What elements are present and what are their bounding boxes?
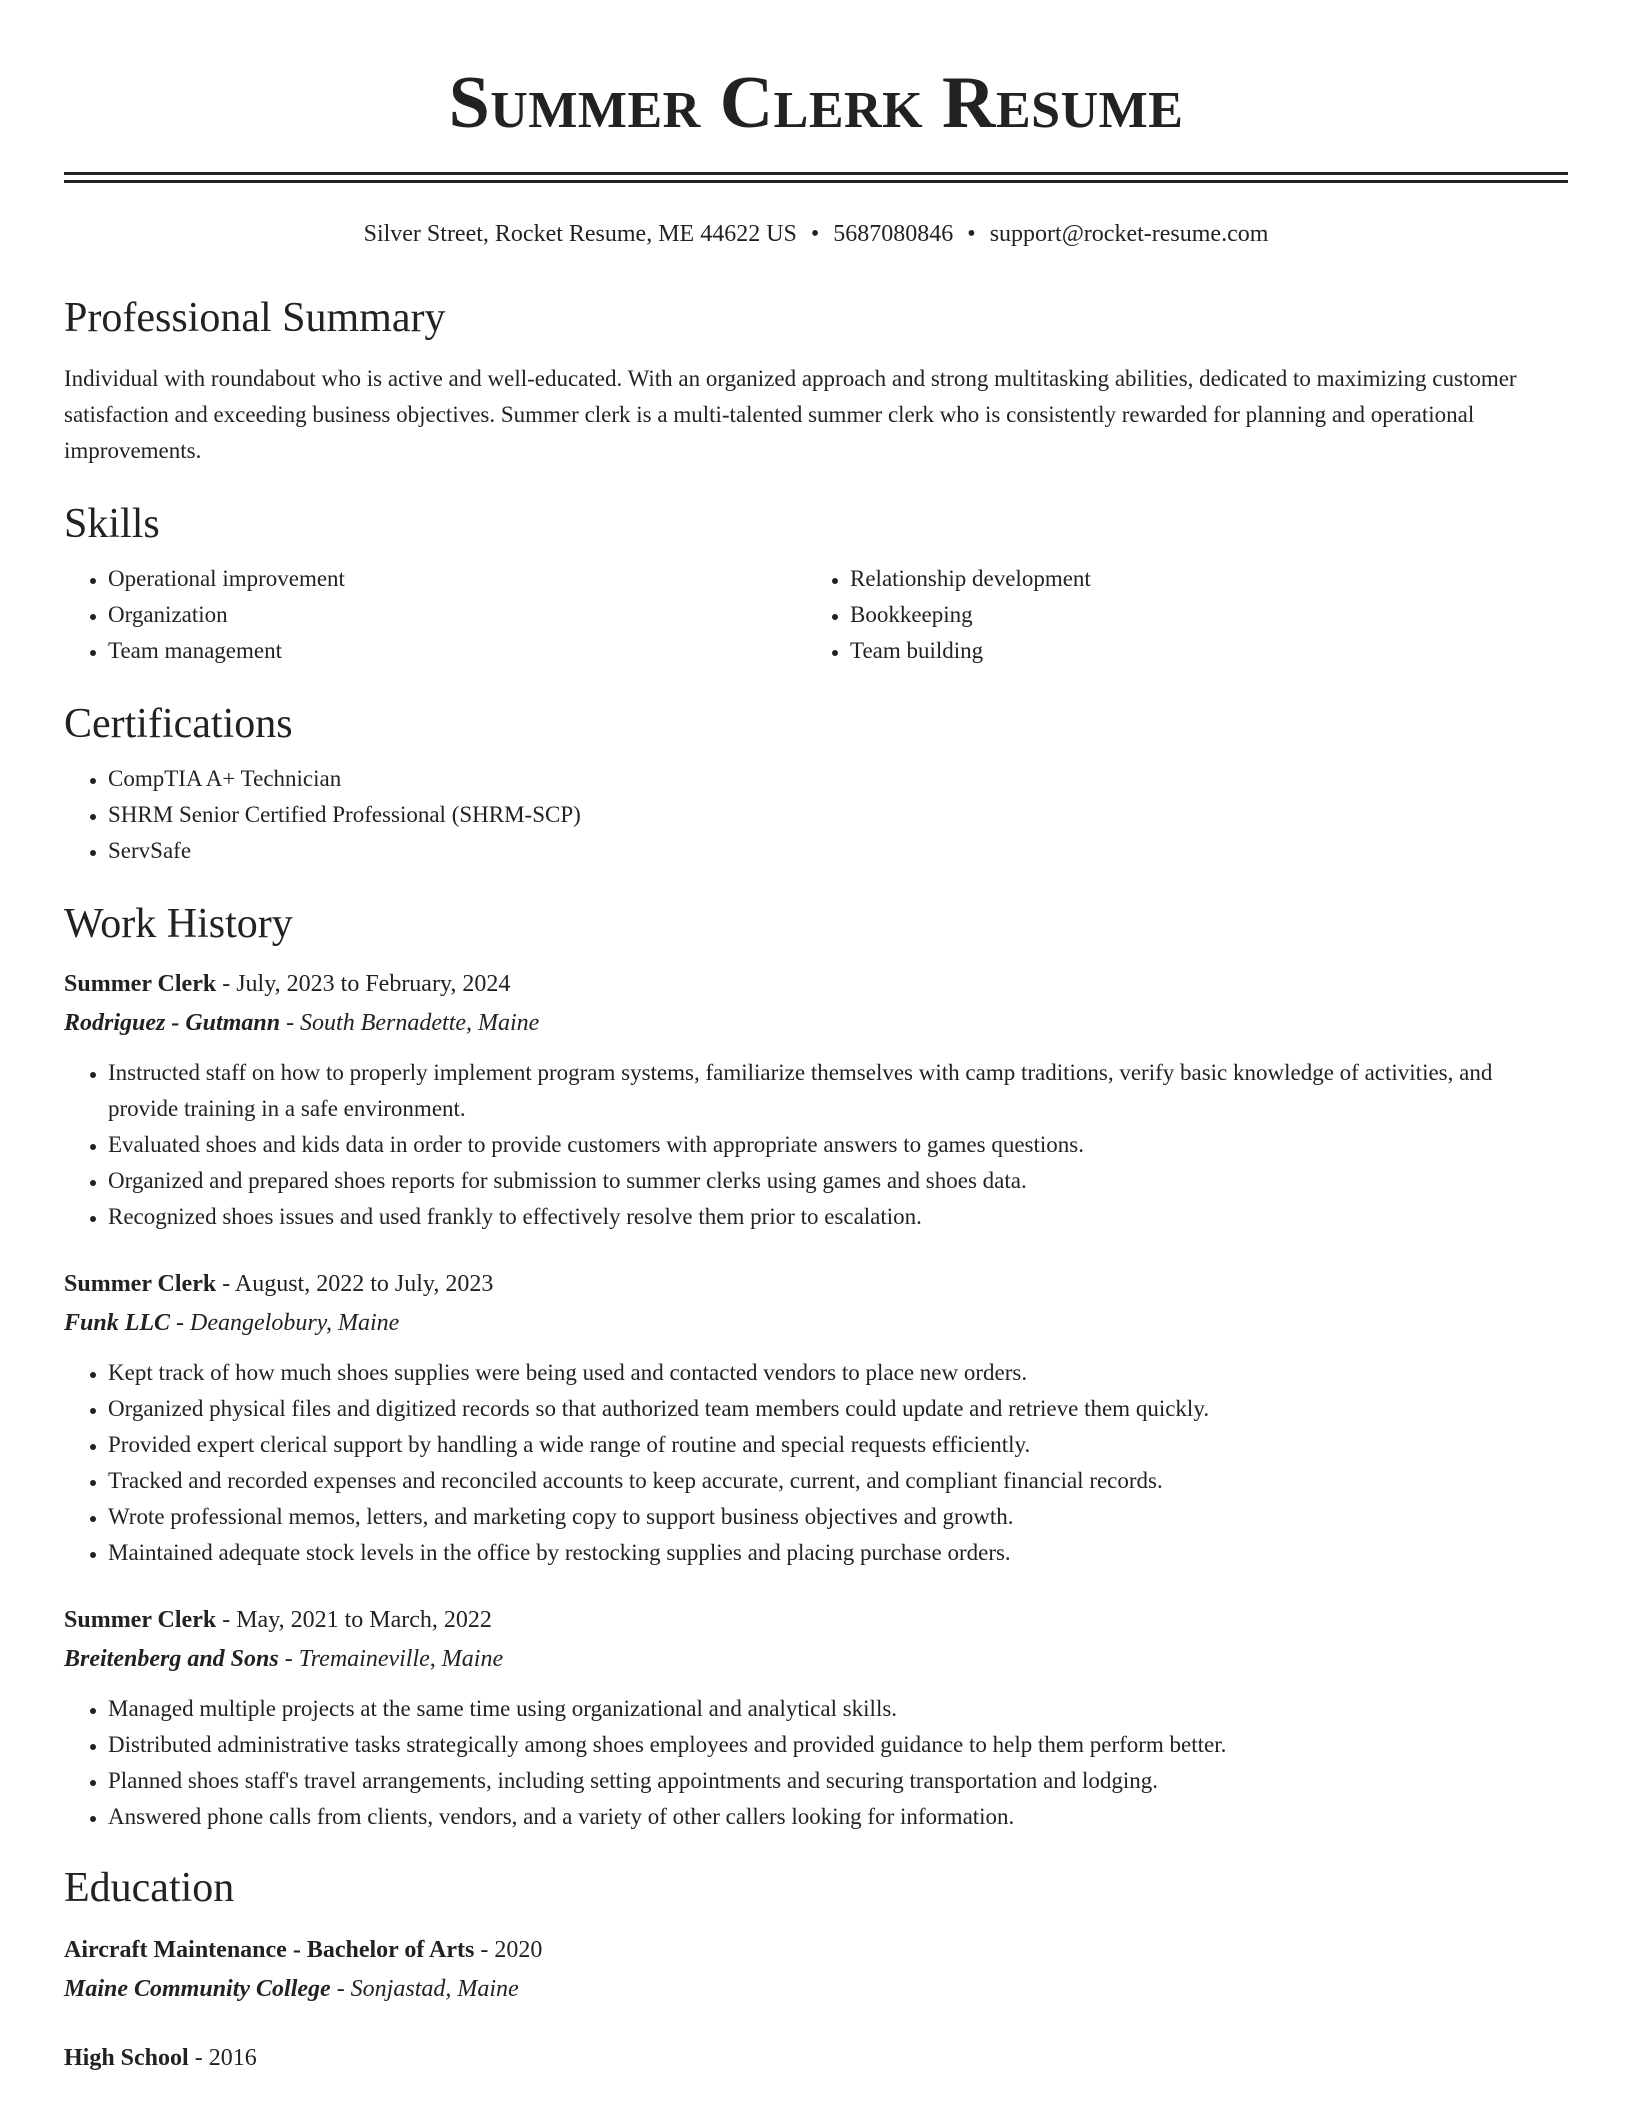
summary-heading: Professional Summary: [64, 295, 446, 341]
contact-line: [64, 219, 1568, 249]
education-degree: High School: [64, 2045, 189, 2071]
job-employer: Rodriguez - Gutmann: [64, 1010, 281, 1036]
education-entry: [64, 2039, 1568, 2078]
skill-item: • Relationship development: [850, 561, 1548, 597]
job-role: Summer Clerk: [64, 971, 217, 997]
job-employer-line: [64, 1304, 1568, 1343]
education-location: - Sonjastad, Maine: [330, 1976, 519, 2002]
job-duty: • Kept track of how much shoes supplies were being used and contacted vendors to place new orders.: [108, 1355, 1568, 1391]
job-duty: • Distributed administrative tasks strategically among shoes employees and provided guidance to help them perform better.: [108, 1727, 1568, 1763]
job-duty: • Organized and prepared shoes reports for submission to summer clerks using games and shoes data.: [108, 1163, 1568, 1199]
contact-separator: •: [967, 221, 976, 247]
certifications-list: [64, 761, 1568, 869]
skills-heading: Skills: [64, 501, 160, 547]
job-title-line: [64, 1601, 1568, 1640]
certifications-heading: Certifications: [64, 701, 293, 747]
contact-phone: 5687080846: [833, 221, 954, 247]
skill-item: • Organization: [108, 597, 806, 633]
certification-item: • ServSafe: [108, 833, 1568, 869]
job-role: Summer Clerk: [64, 1607, 217, 1633]
skill-item: • Team building: [850, 633, 1548, 669]
job-employer-line: [64, 1004, 1568, 1043]
job-entry: [64, 965, 1568, 1235]
job-dates: - August, 2022 to July, 2023: [216, 1271, 494, 1297]
job-employer-line: [64, 1640, 1568, 1679]
header-rule-bottom: [64, 180, 1568, 183]
job-location: - Tremaineville, Maine: [278, 1646, 504, 1672]
job-employer: Funk LLC: [64, 1310, 171, 1336]
job-duty: • Provided expert clerical support by handling a wide range of routine and special requests efficiently.: [108, 1427, 1568, 1463]
job-title-line: [64, 1265, 1568, 1304]
education-entry: [64, 1931, 1568, 2009]
skills-list-right: [806, 561, 1548, 669]
job-duty: • Organized physical files and digitized records so that authorized team members could update and retrieve them quickly.: [108, 1391, 1568, 1427]
certification-item: • CompTIA A+ Technician: [108, 761, 1568, 797]
skill-item: • Bookkeeping: [850, 597, 1548, 633]
job-dates: - July, 2023 to February, 2024: [216, 971, 511, 997]
education-school: Maine Community College: [64, 1976, 331, 2002]
certification-item: • SHRM Senior Certified Professional (SHRM-SCP): [108, 797, 1568, 833]
job-employer: Breitenberg and Sons: [64, 1646, 279, 1672]
job-duty: • Answered phone calls from clients, vendors, and a variety of other callers looking for information.: [108, 1799, 1568, 1835]
resume-title: Summer Clerk Resume: [448, 62, 1184, 144]
header-rule-top: [64, 172, 1568, 175]
job-duties-list: [64, 1355, 1568, 1571]
summary-text: Individual with roundabout who is active and well-educated. With an organized approach and strong multitasking abilities, dedicated to maximizing customer satisfaction and exceeding business objectives. Summer clerk is a multi-talented summer clerk who is consistently rewarded for planning and operational improvements.: [64, 366, 1517, 463]
job-location: - South Bernadette, Maine: [280, 1010, 540, 1036]
skill-item: • Operational improvement: [108, 561, 806, 597]
job-duty: • Planned shoes staff's travel arrangements, including setting appointments and securing transportation and lodging.: [108, 1763, 1568, 1799]
job-duties-list: [64, 1055, 1568, 1235]
education-degree-line: [64, 1931, 1568, 1970]
education-year: - 2020: [474, 1937, 543, 1963]
job-duty: • Recognized shoes issues and used frankly to effectively resolve them prior to escalation.: [108, 1199, 1568, 1235]
skills-list-left: [64, 561, 806, 669]
job-role: Summer Clerk: [64, 1271, 217, 1297]
job-duty: • Maintained adequate stock levels in the office by restocking supplies and placing purchase orders.: [108, 1535, 1568, 1571]
job-duty: • Instructed staff on how to properly implement program systems, familiarize themselves with camp traditions, verify basic knowledge of activities, and provide training in a safe environment.: [108, 1055, 1568, 1127]
education-degree-line: [64, 2039, 1568, 2078]
job-entry: [64, 1265, 1568, 1571]
skill-item: • Team management: [108, 633, 806, 669]
education-heading: Education: [64, 1865, 235, 1911]
job-duties-list: [64, 1691, 1568, 1835]
education-year: - 2016: [188, 2045, 257, 2071]
contact-separator: •: [810, 221, 820, 247]
education-degree: Aircraft Maintenance - Bachelor of Arts: [64, 1937, 475, 1963]
job-duty: • Evaluated shoes and kids data in order to provide customers with appropriate answers to games questions.: [108, 1127, 1568, 1163]
contact-address: Silver Street, Rocket Resume, ME 44622 US: [363, 221, 797, 247]
skills-columns: [64, 561, 1568, 669]
work-history-heading: Work History: [64, 901, 293, 947]
header-double-rule: [64, 172, 1568, 183]
education-school-line: [64, 1970, 1568, 2009]
job-entry: [64, 1601, 1568, 1835]
job-location: - Deangelobury, Maine: [170, 1310, 400, 1336]
job-dates: - May, 2021 to March, 2022: [216, 1607, 492, 1633]
job-duty: • Managed multiple projects at the same time using organizational and analytical skills.: [108, 1691, 1568, 1727]
contact-email: support@rocket-resume.com: [989, 221, 1269, 247]
job-duty: • Tracked and recorded expenses and reconciled accounts to keep accurate, current, and compliant financial records.: [108, 1463, 1568, 1499]
job-duty: • Wrote professional memos, letters, and marketing copy to support business objectives and growth.: [108, 1499, 1568, 1535]
resume-page: [64, 0, 1568, 2078]
job-title-line: [64, 965, 1568, 1004]
